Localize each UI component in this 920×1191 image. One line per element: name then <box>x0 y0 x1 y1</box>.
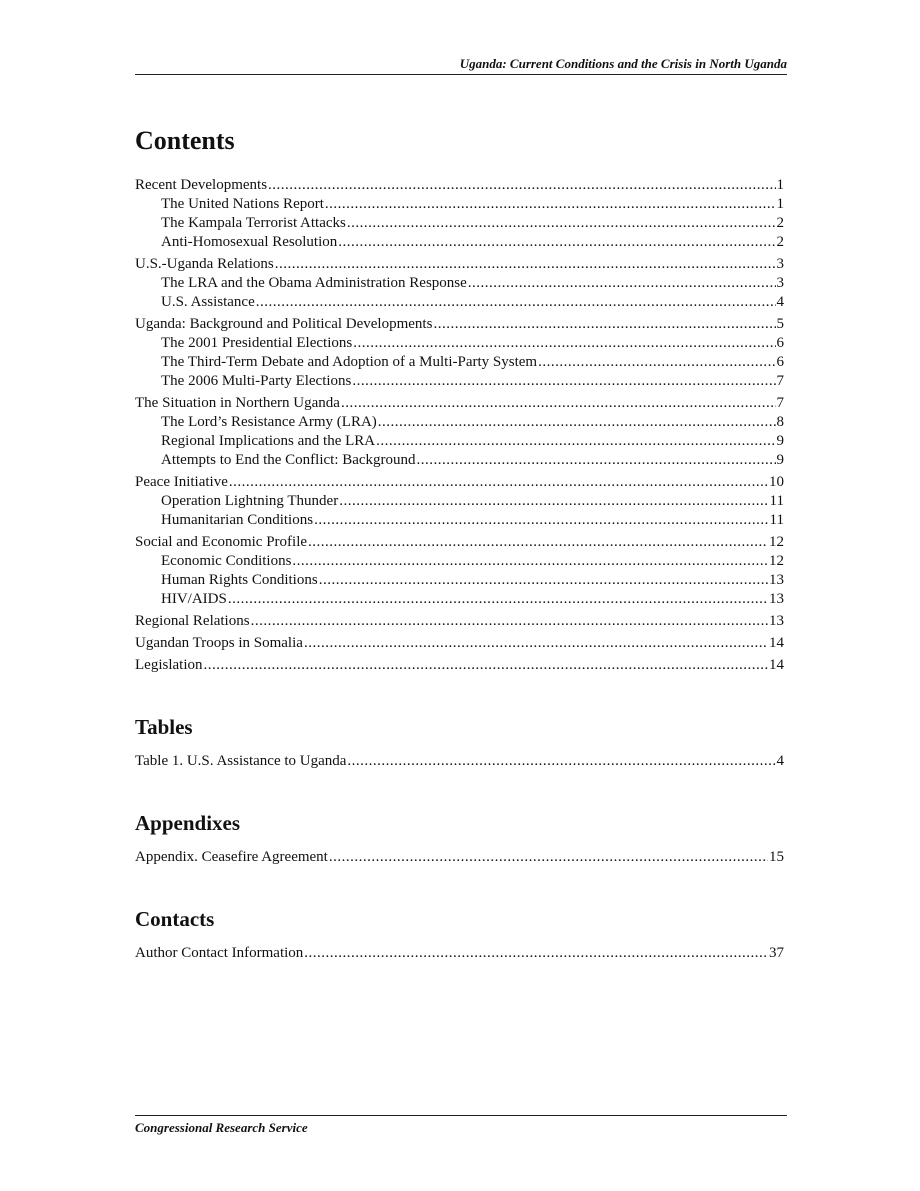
toc-page-number: 3 <box>776 275 784 291</box>
toc-entry[interactable] <box>135 612 784 631</box>
toc-entry[interactable] <box>135 752 784 771</box>
toc-entry[interactable] <box>135 552 784 571</box>
toc-entry[interactable] <box>135 634 784 653</box>
dot-leader <box>353 334 775 353</box>
toc-page-number: 2 <box>776 215 784 231</box>
dot-leader <box>325 195 776 214</box>
toc-entry[interactable] <box>135 274 784 293</box>
toc-entry[interactable] <box>135 571 784 590</box>
dot-leader <box>304 944 768 963</box>
tables-list <box>135 752 784 771</box>
toc-page-number: 1 <box>776 196 784 212</box>
toc-page-number: 37 <box>769 945 784 961</box>
toc-entry[interactable] <box>135 255 784 274</box>
toc-page-number: 7 <box>776 395 784 411</box>
contents-list <box>135 176 784 675</box>
dot-leader <box>417 451 776 470</box>
toc-page-number: 15 <box>769 849 784 865</box>
dot-leader <box>376 432 775 451</box>
dot-leader <box>338 233 775 252</box>
toc-entry-title: Anti-Homosexual Resolution <box>161 234 338 250</box>
toc-page-number: 14 <box>769 657 784 673</box>
dot-leader <box>341 394 776 413</box>
dot-leader <box>204 656 769 675</box>
toc-entry[interactable] <box>135 394 784 413</box>
toc-entry-title: Social and Economic Profile <box>135 534 308 550</box>
toc-entry[interactable] <box>135 334 784 353</box>
toc-entry-title: U.S.-Uganda Relations <box>135 256 274 272</box>
toc-page-number: 6 <box>776 354 784 370</box>
dot-leader <box>275 255 776 274</box>
toc-entry[interactable] <box>135 176 784 195</box>
toc-entry-title: Table 1. U.S. Assistance to Uganda <box>135 753 347 769</box>
appendixes-list <box>135 848 784 867</box>
toc-entry[interactable] <box>135 451 784 470</box>
toc-page-number: 14 <box>769 635 784 651</box>
toc-content <box>135 126 784 963</box>
toc-entry-title: U.S. Assistance <box>161 294 255 310</box>
toc-entry[interactable] <box>135 492 784 511</box>
dot-leader <box>347 752 775 771</box>
contents-title: Contents <box>135 126 235 155</box>
toc-entry-title: Economic Conditions <box>161 553 292 569</box>
toc-page-number: 9 <box>776 433 784 449</box>
toc-entry-title: Humanitarian Conditions <box>161 512 314 528</box>
toc-entry-title: The United Nations Report <box>161 196 324 212</box>
toc-page-number: 9 <box>776 452 784 468</box>
toc-entry-title: Appendix. Ceasefire Agreement <box>135 849 328 865</box>
toc-page-number: 4 <box>776 753 784 769</box>
dot-leader <box>229 473 768 492</box>
toc-entry-title: Peace Initiative <box>135 474 228 490</box>
dot-leader <box>378 413 776 432</box>
toc-entry[interactable] <box>135 293 784 312</box>
toc-entry[interactable] <box>135 656 784 675</box>
contents-section <box>135 126 784 675</box>
toc-entry[interactable] <box>135 372 784 391</box>
dot-leader <box>339 492 768 511</box>
contacts-list <box>135 944 784 963</box>
toc-entry[interactable] <box>135 195 784 214</box>
toc-entry-title: The 2006 Multi-Party Elections <box>161 373 352 389</box>
toc-entry-title: Human Rights Conditions <box>161 572 318 588</box>
toc-entry[interactable] <box>135 413 784 432</box>
toc-page-number: 13 <box>769 572 784 588</box>
toc-page-number: 10 <box>769 474 784 490</box>
appendixes-title: Appendixes <box>135 811 241 835</box>
toc-entry-title: Uganda: Background and Political Developments <box>135 316 433 332</box>
running-footer: Congressional Research Service <box>135 1115 787 1136</box>
contacts-section <box>135 907 784 963</box>
toc-entry[interactable] <box>135 533 784 552</box>
toc-page-number: 12 <box>769 534 784 550</box>
toc-entry-title: The LRA and the Obama Administration Response <box>161 275 467 291</box>
dot-leader <box>304 634 768 653</box>
toc-page-number: 13 <box>769 613 784 629</box>
toc-entry-title: The Kampala Terrorist Attacks <box>161 215 346 231</box>
toc-entry-title: HIV/AIDS <box>161 591 227 607</box>
toc-page-number: 13 <box>769 591 784 607</box>
dot-leader <box>352 372 775 391</box>
dot-leader <box>268 176 775 195</box>
toc-page-number: 11 <box>769 512 784 528</box>
dot-leader <box>256 293 776 312</box>
dot-leader <box>292 552 768 571</box>
dot-leader <box>329 848 768 867</box>
toc-entry-title: Attempts to End the Conflict: Background <box>161 452 416 468</box>
tables-title: Tables <box>135 715 193 739</box>
toc-page-number: 7 <box>776 373 784 389</box>
toc-entry[interactable] <box>135 848 784 867</box>
toc-page-number: 8 <box>776 414 784 430</box>
toc-entry-title: The Lord’s Resistance Army (LRA) <box>161 414 377 430</box>
toc-entry-title: Legislation <box>135 657 203 673</box>
toc-entry[interactable] <box>135 511 784 530</box>
toc-page-number: 2 <box>776 234 784 250</box>
toc-entry[interactable] <box>135 353 784 372</box>
toc-page-number: 6 <box>776 335 784 351</box>
dot-leader <box>468 274 776 293</box>
toc-entry-title: Author Contact Information <box>135 945 304 961</box>
toc-entry[interactable] <box>135 233 784 252</box>
toc-entry[interactable] <box>135 473 784 492</box>
toc-entry[interactable] <box>135 432 784 451</box>
toc-entry[interactable] <box>135 315 784 334</box>
dot-leader <box>308 533 768 552</box>
toc-entry[interactable] <box>135 214 784 233</box>
toc-entry-title: Regional Implications and the LRA <box>161 433 376 449</box>
dot-leader <box>433 315 775 334</box>
dot-leader <box>314 511 768 530</box>
contacts-title: Contacts <box>135 907 215 931</box>
toc-entry-title: The Third-Term Debate and Adoption of a Multi-Party System <box>161 354 538 370</box>
toc-page-number: 4 <box>776 294 784 310</box>
toc-entry[interactable] <box>135 944 784 963</box>
toc-entry-title: Operation Lightning Thunder <box>161 493 339 509</box>
dot-leader <box>228 590 768 609</box>
toc-entry[interactable] <box>135 590 784 609</box>
toc-entry-title: The 2001 Presidential Elections <box>161 335 353 351</box>
toc-entry-title: The Situation in Northern Uganda <box>135 395 340 411</box>
toc-page-number: 5 <box>776 316 784 332</box>
toc-entry-title: Ugandan Troops in Somalia <box>135 635 303 651</box>
appendixes-section <box>135 811 784 867</box>
toc-page-number: 3 <box>776 256 784 272</box>
toc-page-number: 1 <box>776 177 784 193</box>
toc-entry-title: Recent Developments <box>135 177 268 193</box>
toc-page-number: 12 <box>769 553 784 569</box>
toc-page-number: 11 <box>769 493 784 509</box>
tables-section <box>135 715 784 771</box>
dot-leader <box>319 571 768 590</box>
toc-entry-title: Regional Relations <box>135 613 250 629</box>
running-header: Uganda: Current Conditions and the Crisis in North Uganda <box>135 56 787 75</box>
dot-leader <box>347 214 776 233</box>
dot-leader <box>538 353 775 372</box>
dot-leader <box>251 612 768 631</box>
